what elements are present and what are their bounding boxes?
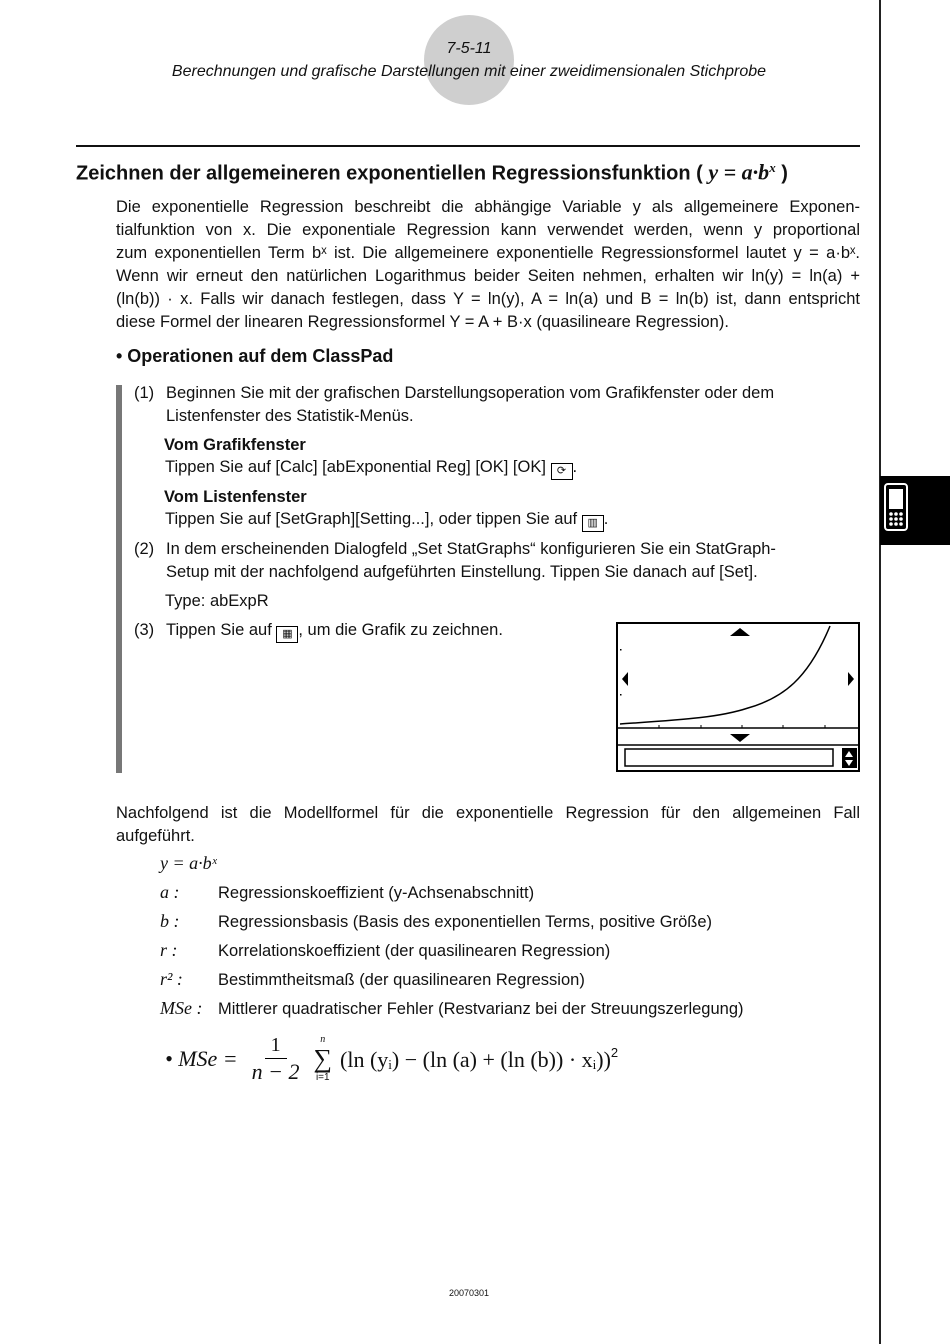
scroll-right-arrow-icon[interactable] [848,672,854,686]
step-number: (1) [134,384,155,402]
step-text: In dem erscheinenden Dialogfeld „Set StatGraphs“ konfigurieren Sie ein StatGraph- [166,540,776,558]
text-line: Wenn wir erneut den natürlichen Logarithmus beider Seiten nehmen, erhalten wir ln(y) = ln(a) + [116,267,860,285]
subheading: Vom Grafikfenster [164,436,306,454]
scroll-up-arrow-icon[interactable] [730,628,750,636]
definition-symbol: b : [160,911,180,931]
sum-upper-limit: n [320,1033,326,1045]
classpad-graph-screen [616,622,860,772]
model-formula: y = a·bˣ [160,853,217,873]
definition-symbol: MSe : [160,998,203,1018]
step-number: (2) [134,540,155,558]
model-intro [116,802,860,848]
classpad-device-icon [880,476,950,545]
scroll-updown-button[interactable] [842,748,857,768]
step-text: Listenfenster des Statistik-Menüs. [166,407,414,425]
text-line: (ln(b)) · x. Falls wir danach festlegen, dass Y = ln(y), A = ln(a) und B = ln(b) ist, dann entspricht [116,290,860,308]
step-text: Tippen Sie auf ▦ , um die Grafik zu zeichnen. [166,621,503,643]
sum-lower-limit: i=1 [315,1071,330,1083]
page-edge-line [879,0,881,1344]
graph-draw-icon: ▦ [276,626,298,643]
chapter-subtitle: Berechnungen und grafische Darstellungen mit einer zweidimensionalen Stichprobe [171,63,767,80]
definition-symbol: r² : [160,969,183,989]
chapter-tab [880,476,950,545]
intro-paragraph [116,196,860,334]
definition-text: Bestimmtheitsmaß (der quasilinearen Regression) [218,971,585,989]
definition-symbol: r : [160,940,178,960]
step-number: (3) [134,621,155,639]
section-title: Zeichnen der allgemeineren exponentiellen Regressionsfunktion ( $y = a\cdot b^x$ ) [76,159,788,185]
mse-lhs: • MSe = [165,1045,238,1071]
definition-text: Regressionskoeffizient (y-Achsenabschnitt) [218,884,535,902]
text-line: Nachfolgend ist die Modellformel für die exponentielle Regression für den allgemeinen Fall [116,804,860,822]
text-line: tialfunktion von x. Die exponentiale Regression kann verwendet werden, wenn y proportional [116,221,860,239]
message-box [625,749,833,766]
operations-heading: • Operationen auf dem ClassPad [116,346,394,366]
text-line: diese Formel der linearen Regressionsformel Y = A + B·x (quasilineare Regression). [116,313,729,331]
step-text: Setup mit der nachfolgend aufgeführten Einstellung. Tippen Sie danach auf [Set]. [166,563,758,581]
page-number-circle [424,15,514,105]
redraw-icon: ⟳ [551,463,573,480]
page-number: 7-5-11 [446,40,492,57]
regression-curve [620,626,830,724]
definition-symbol: a : [160,882,180,902]
mse-body: (ln (yᵢ) − (ln (a) + (ln (b)) · xᵢ))$^2$ [340,1044,619,1072]
definition-text: Mittlerer quadratischer Fehler (Restvarianz bei der Streuungszerlegung) [218,1000,744,1018]
step-text: Tippen Sie auf [Calc] [abExponential Reg] [OK] [OK] ⟳ . [165,458,577,480]
mse-power: 2 [610,1044,619,1060]
text-line: Die exponentielle Regression beschreibt die abhängige Variable y als allgemeinere Exponen- [116,198,860,216]
subheading: Vom Listenfenster [164,488,307,506]
summation [314,1035,333,1083]
sum-sign: ∑ [313,1043,333,1073]
definition-text: Regressionsbasis (Basis des exponentiellen Terms, positive Größe) [218,913,713,931]
text-line: aufgeführt. [116,827,195,845]
mse-formula [165,1032,618,1085]
fraction [246,1032,306,1085]
title-rule [76,145,860,147]
definition-text: Korrelationskoeffizient (der quasilinearen Regression) [218,942,611,960]
setgraph-icon: ▥ [582,515,604,532]
type-setting: Type: abExpR [165,592,269,610]
footer-code: 20070301 [448,1288,490,1298]
scroll-down-arrow-icon[interactable] [730,734,750,742]
scroll-left-arrow-icon[interactable] [622,672,628,686]
step-text: Tippen Sie auf [SetGraph][Setting...], oder tippen Sie auf ▥ . [165,510,608,532]
text-line: zum exponentiellen Term bˣ ist. Die allgemeinere exponentielle Regressionsformel lautet y = a·bˣ. [116,244,860,262]
fraction-denominator: n − 2 [251,1059,300,1084]
fraction-numerator: 1 [265,1032,287,1059]
step-text: Beginnen Sie mit der grafischen Darstellungsoperation vom Grafikfenster oder dem [166,384,775,402]
steps-side-bar [116,385,122,773]
